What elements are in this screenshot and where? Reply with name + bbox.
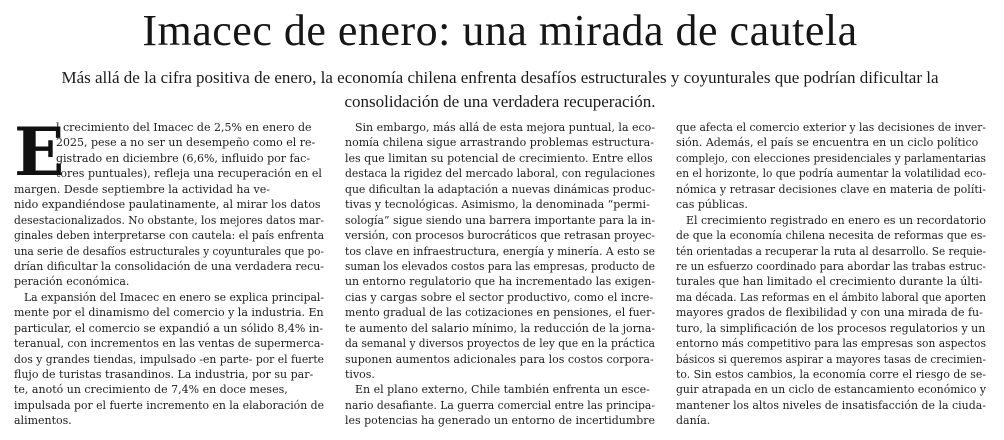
body-line: guir atrapada en un ciclo de estancamiento económico y	[676, 383, 986, 397]
headline: Imacec de enero: una mirada de cautela	[142, 6, 858, 55]
body-line: La expansión del Imacec en enero se explica principal-	[24, 290, 325, 304]
body-line: les que limitan su potencial de crecimiento. Entre ellos	[345, 151, 653, 165]
body-line: que dificultan la adaptación a nuevas dinámicas produc-	[345, 182, 655, 196]
body-line: re un esfuerzo coordinado para abordar las trabas estruc-	[676, 259, 987, 273]
body-line: cias y cargas sobre el sector productivo, como el incre-	[345, 290, 654, 304]
body-line: de que la economía chilena necesita de reformas que es-	[676, 229, 987, 243]
body-line: Sin embargo, más allá de esta mejora puntual, la eco-	[355, 121, 655, 134]
lead-line: Más allá de la cifra positiva de enero, la economía chilena enfrenta desafíos estructurales y coyunturales que podrían dificultar la	[61, 68, 939, 87]
body-line: l crecimiento del Imacec de 2,5% en enero de	[56, 121, 312, 134]
body-line: tores puntuales), refleja una recuperación en el	[56, 167, 322, 181]
body-line: danía.	[676, 414, 711, 428]
body-line: El crecimiento registrado en enero es un recordatorio	[686, 213, 986, 227]
body-line: destaca la rigidez del mercado laboral, con regulaciones	[345, 167, 655, 181]
body-line: En el plano externo, Chile también enfrenta un esce-	[355, 383, 650, 397]
body-line: en el horizonte, lo que podría aumentar la volatilidad eco-	[676, 167, 987, 181]
body-line: to. Sin estos cambios, la economía corre el riesgo de se-	[676, 368, 986, 381]
body-line: da semanal y diversos proyectos de ley que en la práctica	[345, 337, 656, 351]
body-line: sión. Además, el país se encuentra en un ciclo político	[676, 136, 979, 150]
body-line: cas públicas.	[676, 198, 748, 212]
article-column-3	[676, 120, 986, 429]
body-line: te, anotó un crecimiento de 7,4% en doce meses,	[14, 383, 288, 397]
body-line: drían dificultar la consolidación de una verdadera recu-	[14, 259, 325, 273]
body-line: complejo, con elecciones presidenciales y parlamentarias	[676, 151, 986, 165]
body-line: alimentos.	[14, 414, 72, 428]
body-line: nario desafiante. La guerra comercial entre las principa-	[345, 398, 655, 412]
body-line: ma década. Las reformas en el ámbito laboral que aporten	[676, 290, 987, 304]
body-line: mento gradual de las cotizaciones en pensiones, el fuer-	[345, 306, 656, 320]
body-line: turo, la simplificación de los procesos regulatorios y un	[676, 321, 986, 335]
body-line: mayores grados de flexibilidad y con una mirada de fu-	[676, 306, 983, 320]
body-line: turales que han limitado el crecimiento durante la últi-	[676, 275, 983, 289]
body-line: 2025, pese a no ser un desempeño como el re-	[56, 136, 316, 150]
body-line: mente por el dinamismo del comercio y la industria. En	[14, 306, 324, 320]
body-line: versión, con procesos burocráticos que retrasan proyec-	[345, 229, 655, 243]
article-column-1	[14, 113, 325, 429]
body-line: mantener los altos niveles de insatisfacción de la ciuda-	[676, 398, 986, 412]
body-line: flujo de turistas trasandinos. La industria, por su par-	[14, 368, 314, 381]
article-column-2	[345, 120, 655, 429]
body-line: tivos.	[345, 368, 375, 381]
body-line: ginales deben interpretarse con cautela: el país enfrenta	[14, 229, 325, 243]
body-line: nómica y retrasar decisiones clave en materia de políti-	[676, 182, 986, 196]
body-line: una serie de desafíos estructurales y coyunturales que po-	[14, 244, 325, 258]
lead-line: consolidación de una verdadera recuperación.	[344, 92, 656, 111]
body-line: impulsada por el fuerte incremento en la elaboración de	[14, 398, 324, 412]
lead-paragraph	[14, 66, 986, 114]
body-line: teranual, con incrementos en las ventas de supermerca-	[14, 337, 324, 351]
body-line: desestacionalizados. No obstante, los mejores datos mar-	[14, 213, 325, 227]
body-line: tos clave en infraestructura, energía y minería. A esto se	[345, 244, 656, 258]
body-line: margen. Desde septiembre la actividad ha ve-	[14, 182, 270, 196]
body-line: básicos si queremos aspirar a mayores tasas de crecimien-	[676, 352, 986, 366]
body-line: tén orientadas a recuperar la ruta al desarrollo. Se requie-	[676, 244, 986, 258]
drop-cap: E	[14, 113, 65, 191]
body-line: peración económica.	[14, 275, 130, 289]
body-line: dos y grandes tiendas, impulsado -en parte- por el fuerte	[14, 352, 325, 366]
body-line: suponen aumentos adicionales para los costos corpora-	[345, 352, 654, 366]
body-line: sología” sigue siendo una barrera importante para la in-	[345, 213, 656, 227]
body-line: entorno más competitivo para las empresas son aspectos	[676, 337, 986, 351]
body-line: les potencias ha generado un entorno de incertidumbre	[345, 414, 655, 428]
body-line: tivas y tecnológicas. Asimismo, la denominada “permi-	[345, 198, 650, 212]
body-line: gistrado en diciembre (6,6%, influido por fac-	[56, 151, 311, 165]
body-line: nido expandiéndose paulatinamente, al mirar los datos	[14, 198, 321, 212]
body-line: particular, el comercio se expandió a un sólido 8,4% in-	[14, 321, 324, 335]
body-line: nomía chilena sigue arrastrando problemas estructura-	[345, 136, 654, 150]
body-line: que afecta el comercio exterior y las decisiones de inver-	[676, 121, 987, 134]
body-line: te aumento del salario mínimo, la reducción de la jorna-	[345, 321, 656, 335]
body-line: un entorno regulatorio que ha incrementado las exigen-	[345, 275, 655, 289]
body-line: suman los elevados costos para las empresas, producto de	[345, 259, 655, 273]
